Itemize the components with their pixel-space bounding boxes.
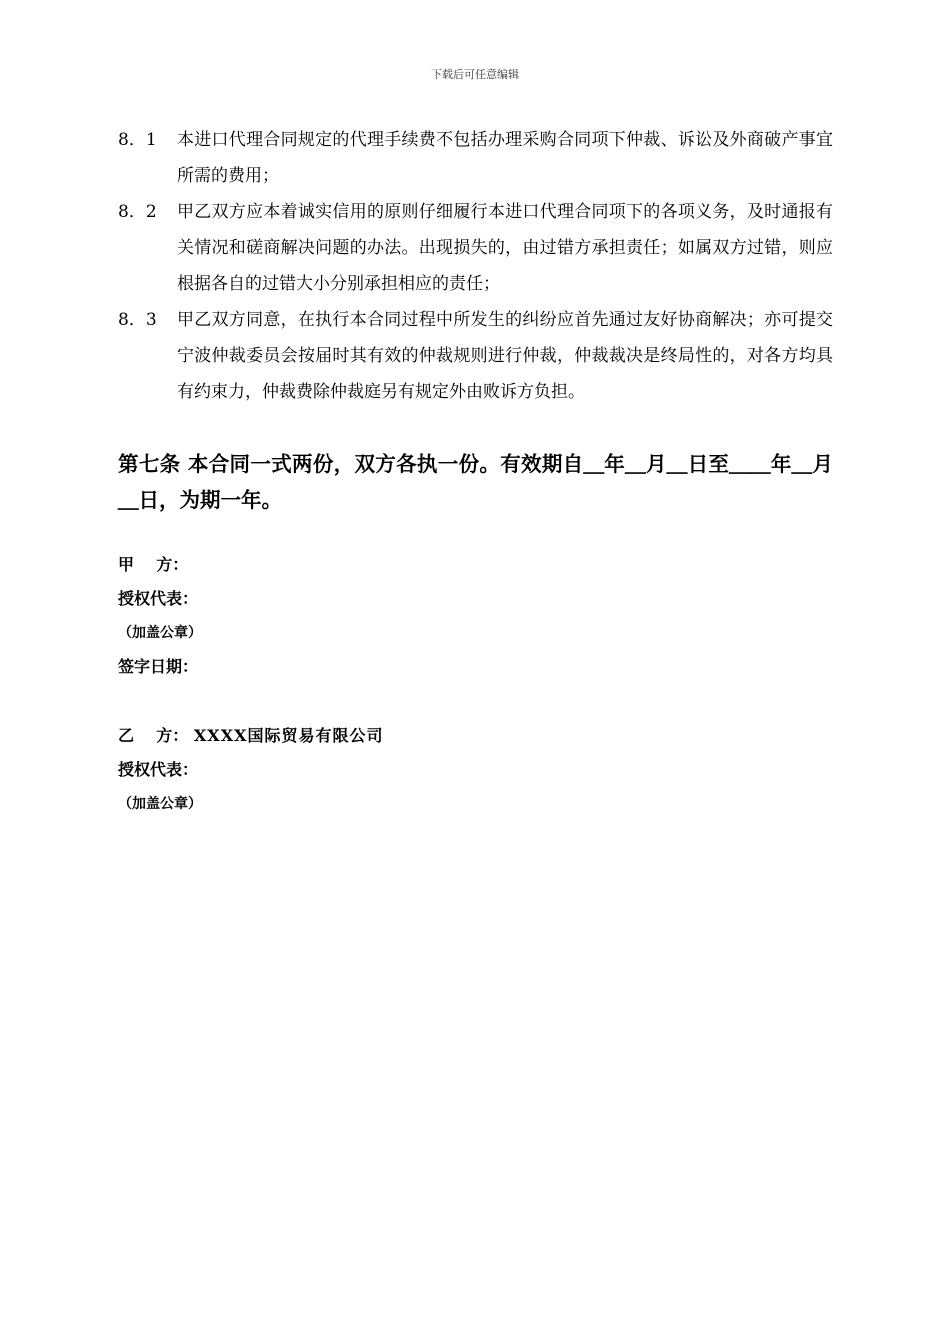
clause-text: 甲乙双方应本着诚实信用的原则仔细履行本进口代理合同项下的各项义务，及时通报有关情况和磋商解决问题的办法。出现损失的，由过错方承担责任；如属双方过错，则应根据各自的过错大小分别承担相应的责任； <box>177 202 833 294</box>
clause-list <box>118 122 833 410</box>
page-header: 下载后可任意编辑 <box>431 68 519 81</box>
party-b-label: 乙 方： <box>118 726 189 745</box>
party-b-line <box>118 719 833 753</box>
party-a-date: 签字日期： <box>118 657 199 676</box>
party-a-seal: （加盖公章） <box>118 625 202 641</box>
clause-8-2 <box>118 194 833 302</box>
clause-number: 8．1 <box>118 130 157 150</box>
clause-text: 甲乙双方同意，在执行本合同过程中所发生的纠纷应首先通过友好协商解决；亦可提交宁波仲裁委员会按届时其有效的仲裁规则进行仲裁，仲裁裁决是终局性的，对各方均具有约束力，仲裁费除仲裁庭另有规定外由败诉方负担。 <box>177 310 833 402</box>
party-b-seal: （加盖公章） <box>118 796 202 812</box>
clause-number: 8．3 <box>118 310 157 330</box>
party-b-rep: 授权代表： <box>118 760 199 779</box>
article-seven: 第七条 本合同一式两份，双方各执一份。有效期自＿年＿月＿日至＿＿年＿月＿日，为期一年。 <box>118 452 833 512</box>
party-a-block <box>118 548 833 684</box>
party-b-company: XXXX国际贸易有限公司 <box>193 726 384 745</box>
party-a-rep: 授权代表： <box>118 589 199 608</box>
clause-number: 8．2 <box>118 202 157 222</box>
clause-8-1 <box>118 122 833 194</box>
party-a-label: 甲 方： <box>118 555 189 574</box>
party-b-block <box>118 719 833 821</box>
clause-text: 本进口代理合同规定的代理手续费不包括办理采购合同项下仲裁、诉讼及外商破产事宜所需的费用； <box>177 130 833 186</box>
clause-8-3 <box>118 302 833 410</box>
